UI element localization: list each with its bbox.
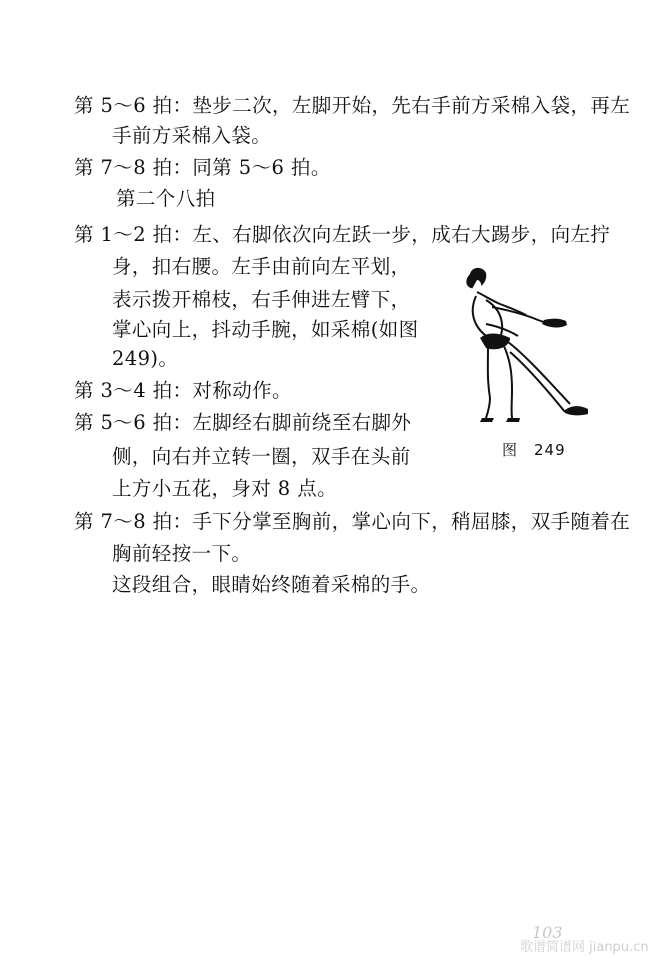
watermark: 歌谱简谱网 jianpu.cn [520, 940, 649, 955]
text-line-12: 侧，向右并立转一圈，双手在头前 [112, 445, 411, 468]
text-line-3: 第 7～8 拍：同第 5～6 拍。 [74, 156, 331, 179]
text-line-16: 这段组合，眼睛始终随着采棉的手。 [112, 573, 431, 596]
text-line-7: 表示拨开棉枝，右手伸进左臂下， [112, 288, 411, 311]
text-line-8: 掌心向上，抖动手腕，如采棉(如图 [112, 318, 419, 341]
figure-caption: 图 249 [502, 441, 566, 459]
text-line-9: 249)。 [112, 347, 179, 370]
text-line-1: 第 5～6 拍：垫步二次，左脚开始，先右手前方采棉入袋，再左 [74, 94, 631, 117]
text-line-15: 胸前轻按一下。 [112, 542, 252, 565]
page-number: 103 [532, 923, 563, 942]
text-line-13: 上方小五花，身对 8 点。 [112, 477, 338, 500]
text-line-10: 第 3～4 拍：对称动作。 [74, 379, 292, 402]
text-line-2: 手前方采棉入袋。 [112, 124, 272, 147]
text-line-11: 第 5～6 拍：左脚经右脚前绕至右脚外 [74, 411, 412, 434]
dancer-figure [452, 262, 632, 422]
section-heading: 第二个八拍 [116, 187, 216, 210]
text-line-14: 第 7～8 拍：手下分掌至胸前，掌心向下，稍屈膝，双手随着在 [74, 510, 631, 533]
text-line-6: 身，扣右腰。左手由前向左平划， [112, 255, 411, 278]
text-line-5: 第 1～2 拍：左、右脚依次向左跃一步，成右大踢步，向左拧 [74, 223, 611, 246]
